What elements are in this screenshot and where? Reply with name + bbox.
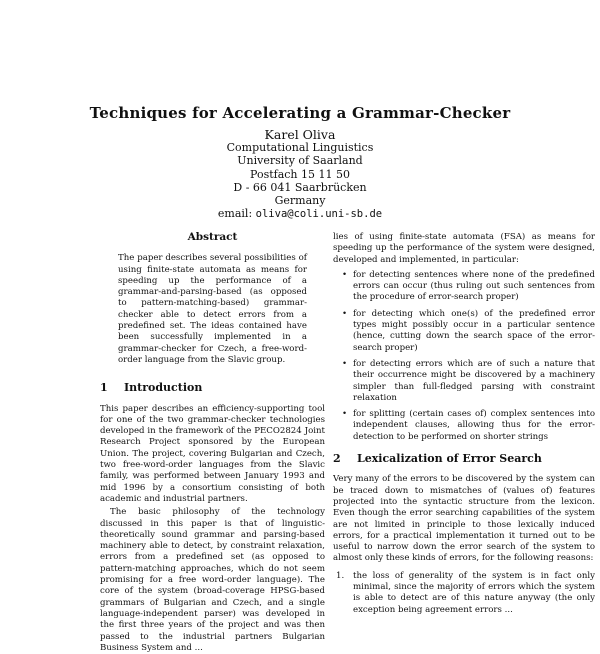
author-name: Karel Oliva [264, 127, 336, 142]
section-title: Introduction [124, 381, 203, 395]
affiliation-line: University of Saarland [237, 154, 363, 168]
section-number: 1 [100, 381, 108, 395]
list-text: the loss of generality of the system is in fact only minimal, since the majority of errors which the system is able to detect are of this nature anyway (the only exception being agreement errors ... [353, 570, 595, 615]
right-column [333, 232, 595, 616]
bullet-list [333, 270, 595, 443]
section-heading [100, 382, 325, 393]
author-email [0, 207, 600, 221]
paragraph: The basic philosophy of the technology discussed in this paper is that of linguistic-theoretically sound grammar and parsing-based machinery able to detect, by constraint relaxation, errors from a predefined set (as opposed to pattern-matching approaches, which do not seem promising for a free word-order language). The core of the system (broad-coverage HPSG-based grammars of Bulgarian and Czech, and a single language-independent parser) was developed in the first three years of the project and was then passed to the industrial partners Bulgarian Business System and ... [100, 507, 325, 653]
affiliation-line: Postfach 15 11 50 [250, 167, 350, 181]
affiliation-line: Germany [274, 194, 326, 208]
list-item: • for detecting which one(s) of the predefined error types might possibly occur in a particular sentence (hence, cutting down the search space of the error-search proper) [353, 309, 595, 354]
list-number: 1. [336, 570, 345, 581]
section-number: 2 [333, 452, 341, 466]
paragraph: This paper describes an efficiency-supporting tool for one of the two grammar-checker technologies developed in the framework of the PECO2824 Joint Research Project sponsored by the European Union. The project, covering Bulgarian and Czech, two free-word-order languages from the Slavic family, was performed between January 1993 and mid 1996 by a consortium consisting of both academic and industrial partners. [100, 403, 325, 504]
paragraph: Very many of the errors to be discovered by the system can be traced down to mismatches of (values of) features projected into the syntactic structure from the lexicon. Even though the error searching capabilities of the system are not limited in principle to those lexically induced errors, for a practical implementation it turned out to be useful to narrow down the error search of the system to almost only these kinds of errors, for the following reasons: [333, 474, 595, 564]
affiliation-line: D - 66 041 Saarbrücken [233, 180, 367, 194]
author-block [0, 128, 600, 221]
list-item: • for splitting (certain cases of) complex sentences into independent clauses, allowing thus for the error-detection to be performed on shorter strings [353, 409, 595, 443]
paragraph: lies of using finite-state automata (FSA) as means for speeding up the performance of the system were designed, developed and implemented, in particular: [333, 232, 595, 265]
section-title: Lexicalization of Error Search [357, 452, 542, 466]
list-item [336, 570, 595, 616]
paper-title: Techniques for Accelerating a Grammar-Checker [89, 104, 511, 122]
section-heading [333, 453, 595, 464]
affiliation-line: Computational Linguistics [226, 141, 374, 155]
email-address[interactable]: oliva@coli.uni-sb.de [255, 208, 383, 221]
list-item: • for detecting errors which are of such a nature that their occurrence might be discovered by a machinery simpler than full-fledged parsing with constraint relaxation [353, 359, 595, 404]
numbered-list [333, 571, 595, 616]
list-item: • for detecting sentences where none of the predefined errors can occur (thus ruling out such sentences from the procedure of error-search proper) [353, 270, 595, 304]
left-column [100, 232, 325, 654]
abstract-text: The paper describes several possibilities of using finite-state automata as means for speeding up the performance of a grammar-and-parsing-based (as opposed to pattern-matching-based) grammar-checker able to detect errors from a predefined set. The ideas contained have been successfully implemented in a grammar-checker for Czech, a free-word-order language from the Slavic group. [118, 253, 307, 365]
abstract-heading: Abstract [187, 231, 238, 243]
email-label: email: [217, 207, 253, 221]
